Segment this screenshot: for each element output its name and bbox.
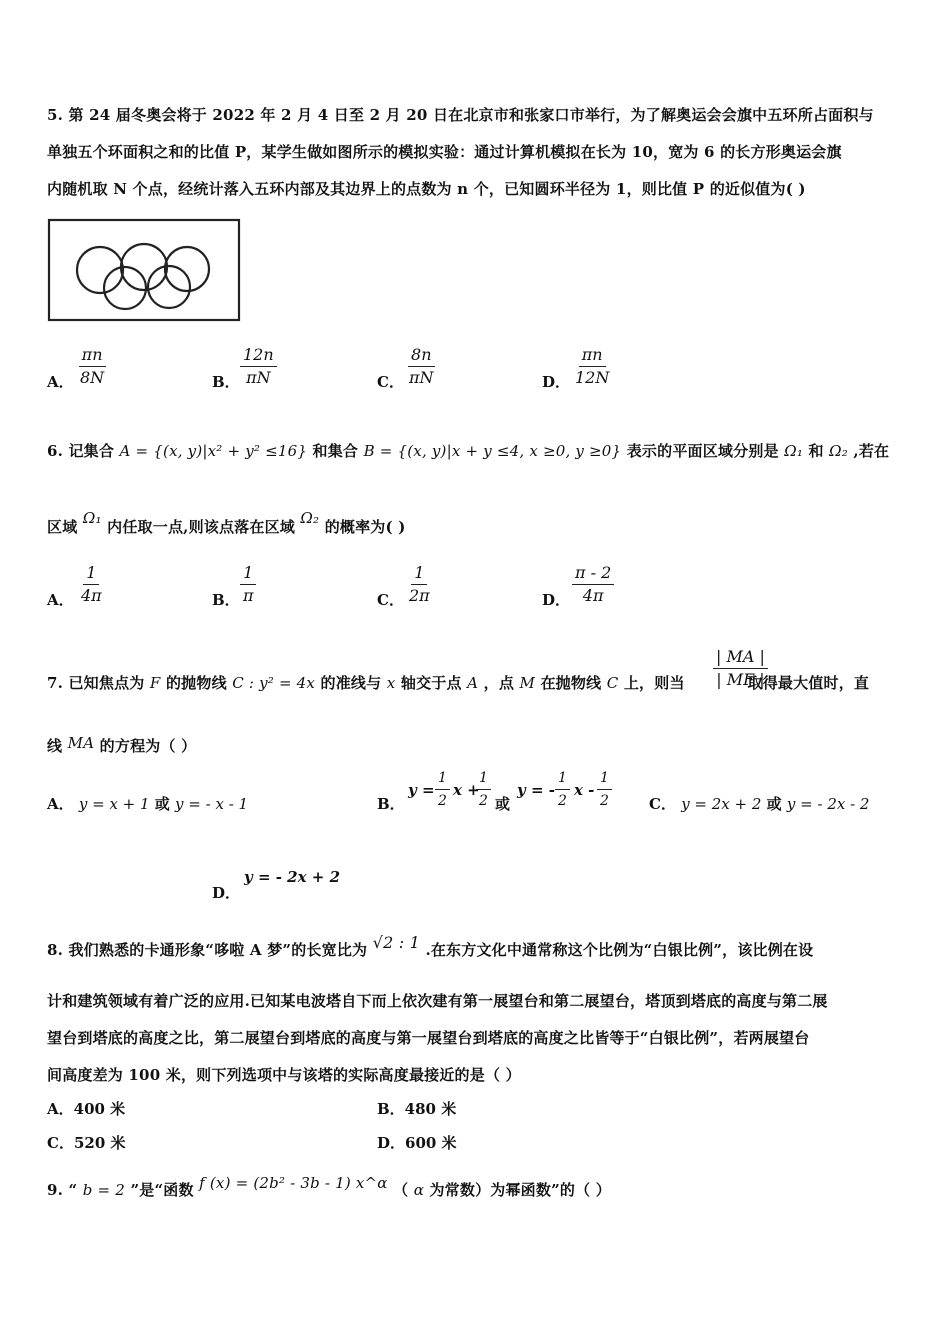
q9-condition: b = 2 [82,1181,125,1199]
q8-option-c: C．520 米 [47,1134,126,1152]
fraction-numerator: 8n [408,345,434,367]
q6-prefix: 6. 记集合 [47,442,115,460]
q7-option-b-x2: x - [574,781,595,799]
q6-suffix: 表示的平面区域分别是 [626,442,779,460]
q7-option-b-y2: y = - [517,781,555,799]
fraction-denominator: 12N [575,368,610,387]
q6-line2-omega-1: Ω₁ [82,509,102,527]
q7-part-6: 在抛物线 [540,674,602,692]
q7-option-b-label: B． [377,795,405,813]
q9-d: 为常数）为幂函数”的（ ） [429,1181,611,1199]
q6-omega-2: Ω₂ [829,442,848,460]
fraction-denominator: πN [246,368,271,387]
fraction-numerator: 1 [411,563,427,585]
q9-line-1 [47,1174,611,1200]
fraction-numerator: 1 [476,768,491,790]
fraction-numerator: | MA | [713,647,768,669]
q7-part-1: 7. 已知焦点为 [47,674,145,692]
q5-option-a-fraction [77,345,107,388]
q9-function: f (x) = (2b² - 3b - 1) x^α [199,1174,388,1192]
q6-omega-1: Ω₁ [784,442,804,460]
q6-line2-b: 内任取一点,则该点落在区域 [107,518,295,536]
q8-line-4: 间高度差为 100 米，则下列选项中与该塔的实际高度最接近的是（ ） [47,1066,521,1084]
q6-option-b-label: B． [212,591,240,609]
q8-ratio: √2 : 1 [372,933,420,952]
q8-line1-b: .在东方文化中通常称这个比例为“白银比例”，该比例在设 [425,941,814,959]
q7-option-d-eq: y = - 2x + 2 [244,868,341,886]
q9-alpha: α [413,1181,425,1199]
q7-option-a-label: A． [47,795,74,813]
q7-part-5: ，点 [483,674,515,692]
fraction-denominator: 2 [600,793,609,809]
q7-part-7: 上，则当 [623,674,685,692]
fraction-denominator: 8N [80,368,105,387]
q8-option-b: B．480 米 [377,1100,457,1118]
q6-option-d-label: D． [542,591,571,609]
q7-option-c-eq1: y = 2x + 2 [681,795,762,813]
q7-ratio-fraction [713,647,768,690]
fraction-denominator: 4π [81,586,102,605]
olympic-rings-figure [47,218,242,322]
q7-option-b-frac-4 [597,768,612,811]
fraction-numerator: πn [79,345,106,367]
q7-option-b-frac-3 [555,768,570,811]
q7-curve-c: C [606,674,619,692]
q7-option-c-or: 或 [766,795,782,813]
fraction-numerator: πn [579,345,606,367]
q5-line-2: 单独五个环面积之和的比值 P，某学生做如图所示的模拟实验：通过计算机模拟在长为 10，宽为 6 的长方形奥运会旗 [47,143,842,161]
q8-line-1 [47,933,814,960]
q7-part-4: 轴交于点 [400,674,462,692]
q5-option-d-fraction [572,345,612,388]
q7-option-c-eq2: y = - 2x - 2 [786,795,870,813]
fraction-denominator: | MF | [716,670,765,689]
q5-option-b-fraction [240,345,277,388]
q6-line2-a: 区域 [47,518,78,536]
fraction-numerator: 1 [597,768,612,790]
q9-b: ”是“函数 [130,1181,194,1199]
q7-option-c [649,793,869,814]
q7-parabola: C : y² = 4x [232,674,316,692]
q7-point-a: A [467,674,479,692]
q6-and: 和 [808,442,824,460]
q7-part-8: 取得最大值时，直 [747,674,870,692]
q7-point-m: M [519,674,536,692]
q7-line2-a: 线 [47,737,63,755]
q6-option-c-label: C． [377,591,404,609]
q6-tail: ,若在 [853,442,890,460]
q6-option-c-fraction [406,563,433,606]
fraction-denominator: 2 [558,793,567,809]
q7-option-a [47,793,248,814]
q6-line2-omega-2: Ω₂ [300,509,320,527]
q6-mid: 和集合 [312,442,359,460]
q7-option-a-eq1: y = x + 1 [78,795,150,813]
q7-x-axis: x [386,674,396,692]
q8-line-3: 望台到塔底的高度之比，第二展望台到塔底的高度与第一展望台到塔底的高度之比皆等于“白银比例”，若两展望台 [47,1029,810,1047]
fraction-denominator: 2 [438,793,447,809]
fraction-denominator: 2π [409,586,430,605]
q7-part-3: 的准线与 [320,674,382,692]
q6-option-a-fraction [78,563,105,606]
q6-set-b: B = {(x, y)|x + y ≤4, x ≥0, y ≥0} [363,442,622,460]
q5-option-a-label: A． [47,373,74,391]
q6-line2-c: 的概率为( ) [324,518,406,536]
q7-option-d-label: D． [212,884,241,902]
q6-line-1 [47,440,889,461]
q9-c: （ [393,1181,409,1199]
q9-a: 9. “ [47,1181,78,1199]
q5-option-d-label: D． [542,373,571,391]
fraction-denominator: 4π [582,586,604,605]
q7-part-2: 的抛物线 [165,674,227,692]
q5-option-b-label: B． [212,373,240,391]
fraction-denominator: πN [409,368,434,387]
q7-option-a-eq2: y = - x - 1 [175,795,249,813]
q7-focus-f: F [149,674,161,692]
q8-line1-a: 8. 我们熟悉的卡通形象“哆啦 A 梦”的长宽比为 [47,941,368,959]
ring-4 [104,267,146,309]
q6-option-a-label: A． [47,591,74,609]
q5-line-1: 5. 第 24 届冬奥会将于 2022 年 2 月 4 日至 2 月 20 日在北京市和张家口市举行，为了解奥运会会旗中五环所占面积与 [47,106,874,124]
q7-option-b-y1: y = [408,781,435,799]
q5-option-c-fraction [406,345,437,388]
q7-line-ma: MA [67,734,95,752]
fraction-numerator: π - 2 [572,563,614,585]
q6-option-b-fraction [240,563,257,606]
q7-option-b-frac-2 [476,768,491,811]
q5-option-c-label: C． [377,373,404,391]
fraction-denominator: π [243,586,254,605]
q7-option-b-or: 或 [495,795,511,813]
q7-line2-b: 的方程为（ ） [99,737,197,755]
ring-3 [165,247,209,291]
q6-set-a: A = {(x, y)|x² + y² ≤16} [119,442,308,460]
q7-option-c-label: C． [649,795,676,813]
q8-option-a: A．400 米 [47,1100,126,1118]
fraction-numerator: 12n [240,345,277,367]
fraction-numerator: 1 [555,768,570,790]
fraction-numerator: 1 [83,563,99,585]
fraction-denominator: 2 [479,793,488,809]
q6-line-2 [47,509,406,537]
q8-line-2: 计和建筑领域有着广泛的应用.已知某电波塔自下而上依次建有第一展望台和第二展望台，塔顶到塔底的高度与第二展 [47,992,828,1010]
q5-line-3: 内随机取 N 个点，经统计落入五环内部及其边界上的点数为 n 个，已知圆环半径为 1，则比值 P 的近似值为( ) [47,180,806,198]
q6-option-d-fraction [572,563,614,606]
fraction-numerator: 1 [435,768,450,790]
q7-line-2 [47,735,196,756]
fraction-numerator: 1 [240,563,256,585]
q7-option-a-or: 或 [154,795,170,813]
q8-option-d: D．600 米 [377,1134,457,1152]
q7-option-b-x1: x + [453,781,480,799]
q7-option-b-frac-1 [435,768,450,811]
